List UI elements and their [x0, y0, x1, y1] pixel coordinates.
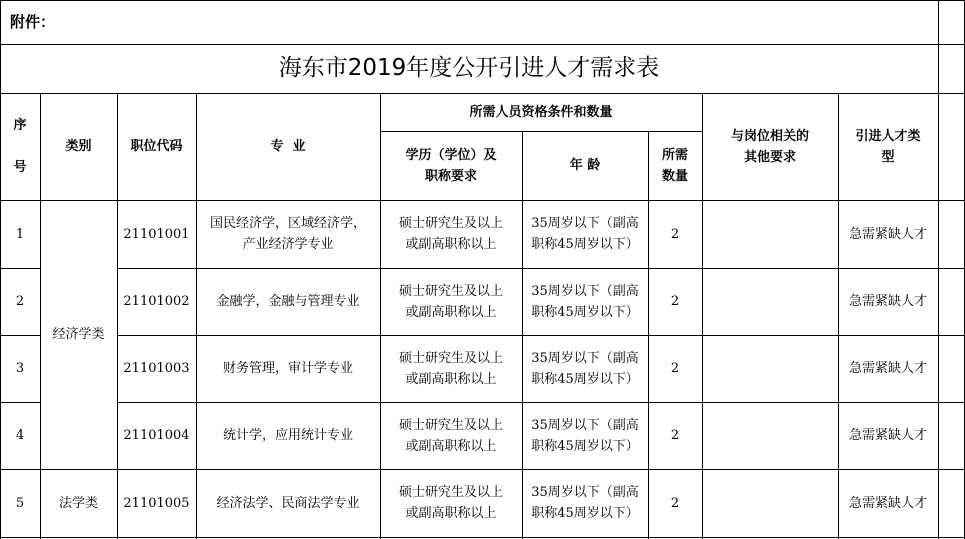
header-qualification-group: 所需人员资格条件和数量: [469, 104, 613, 120]
row-1-education: 硕士研究生及以上或副高职称以上: [398, 216, 503, 252]
row-3-talent-type: 急需紧缺人才: [848, 361, 927, 376]
row-1-other: [702, 200, 838, 268]
row-5-education: 硕士研究生及以上或副高职称以上: [398, 485, 503, 521]
grid-line: [938, 0, 939, 539]
row-4-other: [702, 402, 838, 469]
grid-line: [0, 537, 965, 538]
attachment-label: 附件：: [10, 12, 56, 31]
row-1-talent-type: 急需紧缺人才: [848, 226, 927, 242]
header-serial-line-2: 号: [13, 160, 27, 175]
header-major: 专 业: [270, 139, 306, 154]
row-4-education: 硕士研究生及以上或副高职称以上: [398, 417, 503, 454]
row-3-serial: 3: [15, 361, 25, 376]
row-5-code: 21101005: [123, 495, 190, 511]
row-1-quantity: 2: [670, 226, 680, 242]
row-3-other: [702, 335, 838, 402]
header-other-requirements: 与岗位相关的其他要求: [730, 128, 809, 165]
row-4-code: 21101004: [123, 428, 190, 443]
header-serial-line-1: 序: [13, 118, 27, 133]
row-4-serial: 4: [15, 428, 25, 443]
row-3-quantity: 2: [670, 361, 680, 376]
row-1-code: 21101001: [123, 226, 190, 242]
row-2-talent-type: 急需紧缺人才: [848, 294, 927, 309]
row-5-quantity: 2: [670, 495, 680, 511]
header-serial: [0, 93, 40, 200]
row-2-age: 35周岁以下（副高职称45周岁以下）: [531, 283, 639, 320]
row-2-major: 金融学，金融与管理专业: [216, 294, 360, 309]
category-law: 法学类: [58, 495, 98, 511]
header-position-code: 职位代码: [130, 139, 183, 154]
row-4-age: 35周岁以下（副高职称45周岁以下）: [531, 417, 639, 454]
row-3-major: 财务管理，审计学专业: [222, 361, 353, 376]
row-5-age: 35周岁以下（副高职称45周岁以下）: [531, 485, 639, 521]
row-5-major: 经济法学、民商法学专业: [216, 495, 360, 511]
header-age: 年 龄: [569, 158, 601, 173]
row-5-talent-type: 急需紧缺人才: [848, 495, 927, 511]
row-2-other: [702, 268, 838, 335]
row-5-serial: 5: [15, 495, 25, 511]
row-3-education: 硕士研究生及以上或副高职称以上: [398, 350, 503, 387]
header-quantity: 所需数量: [661, 147, 688, 184]
row-4-talent-type: 急需紧缺人才: [848, 428, 927, 443]
row-2-quantity: 2: [670, 294, 680, 309]
category-economics: 经济学类: [52, 327, 105, 342]
row-4-quantity: 2: [670, 428, 680, 443]
row-2-education: 硕士研究生及以上或副高职称以上: [398, 283, 503, 320]
row-3-code: 21101003: [123, 361, 190, 376]
row-1-serial: 1: [15, 226, 25, 242]
row-1-major: 国民经济学，区域经济学，产业经济学专业: [209, 216, 366, 252]
row-2-serial: 2: [15, 294, 25, 309]
row-3-age: 35周岁以下（副高职称45周岁以下）: [531, 350, 639, 387]
row-2-code: 21101002: [123, 294, 190, 309]
header-education: 学历（学位）及职称要求: [405, 147, 497, 184]
header-category: 类别: [65, 139, 92, 154]
table-title: 海东市2019年度公开引进人才需求表: [278, 55, 660, 81]
row-1-age: 35周岁以下（副高职称45周岁以下）: [531, 216, 639, 252]
header-talent-type: 引进人才类型: [855, 128, 921, 165]
row-5-other: [702, 469, 838, 537]
row-4-major: 统计学，应用统计专业: [222, 428, 353, 443]
